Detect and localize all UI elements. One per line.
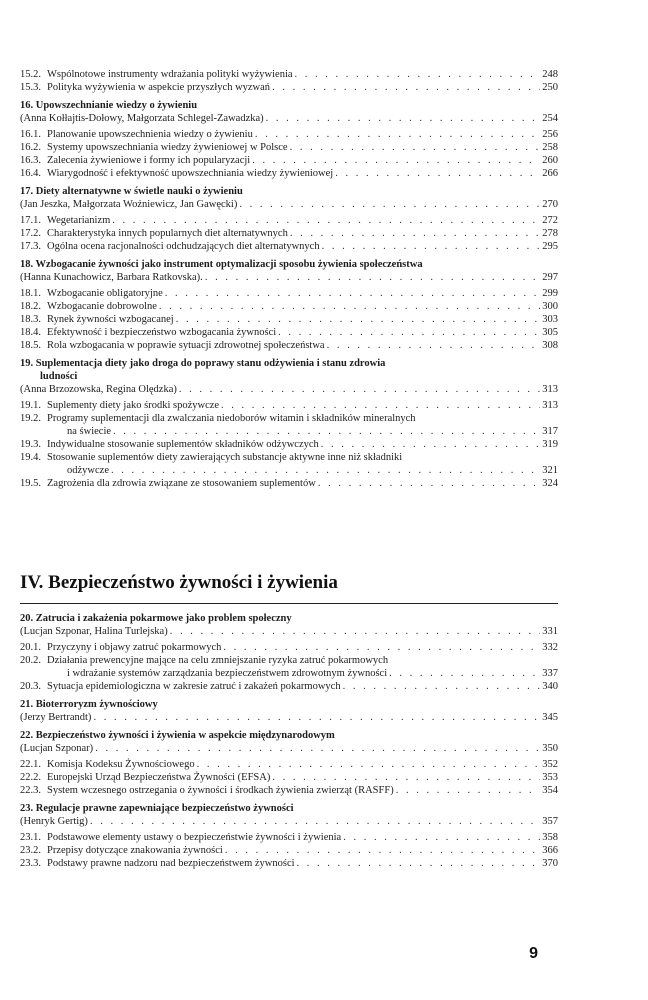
chapter-authors: (Henryk Gertig) . . . 357 [20, 815, 558, 828]
toc-entry[interactable]: 22.2. Europejski Urząd Bezpieczeństwa Żywności (EFSA) . . . 353 [20, 771, 558, 784]
toc-entry[interactable]: 16.2. Systemy upowszechniania wiedzy żywieniowej w Polsce . . . 258 [20, 141, 558, 154]
chapter-authors: (Hanna Kunachowicz, Barbara Ratkovska). . . . 297 [20, 271, 558, 284]
toc-entry[interactable]: 17.2. Charakterystyka innych popularnych diet alternatywnych . . . 278 [20, 227, 558, 240]
chapter-title[interactable]: 20. Zatrucia i zakażenia pokarmowe jako problem społeczny [20, 613, 292, 624]
chapter-authors: (Jan Jeszka, Małgorzata Woźniewicz, Jan Gawęcki) . . . 270 [20, 198, 558, 211]
toc-entry[interactable]: 18.2. Wzbogacanie dobrowolne . . . 300 [20, 300, 558, 313]
page-number: 9 [529, 945, 538, 962]
toc-entry[interactable]: 20.1. Przyczyny i objawy zatruć pokarmowych . . . 332 [20, 641, 558, 654]
chapter-title[interactable]: 23. Regulacje prawne zapewniające bezpieczeństwo żywności [20, 803, 294, 814]
chapter-authors: (Anna Brzozowska, Regina Olędzka) . . . 313 [20, 383, 558, 396]
chapter-authors: (Anna Kołłajtis-Dołowy, Małgorzata Schlegel-Zawadzka) . . . 254 [20, 112, 558, 125]
toc-entry[interactable]: 23.3. Podstawy prawne nadzoru nad bezpieczeństwem żywności . . . 370 [20, 857, 558, 870]
toc-entry[interactable]: 16.4. Wiarygodność i efektywność upowszechniania wiedzy żywieniowej . . . 266 [20, 167, 558, 180]
toc-entry[interactable]: 18.5. Rola wzbogacania w poprawie sytuacji zdrowotnej społeczeństwa . . . 308 [20, 339, 558, 352]
toc-entry[interactable]: 16.3. Zalecenia żywieniowe i formy ich popularyzacji . . . 260 [20, 154, 558, 167]
chapter-title[interactable]: 21. Bioterroryzm żywnościowy [20, 699, 158, 710]
toc-entry[interactable]: 23.1. Podstawowe elementy ustawy o bezpieczeństwie żywności i żywienia . . . 358 [20, 831, 558, 844]
toc-entry[interactable]: 19.2. Programy suplementacji dla zwalczania niedoborów witamin i składników mineralnych na świecie . . . 317 [20, 412, 558, 438]
chapter-authors: (Jerzy Bertrandt) . . . 345 [20, 711, 558, 724]
toc-entry[interactable]: 20.3. Sytuacja epidemiologiczna w zakresie zatruć i zakażeń pokarmowych . . . 340 [20, 680, 558, 693]
toc-entry[interactable]: 19.1. Suplementy diety jako środki spożywcze . . . 313 [20, 399, 558, 412]
toc-entry[interactable]: 19.4. Stosowanie suplementów diety zawierających substancje aktywne inne niż składniki odżywcze . . . 321 [20, 451, 558, 477]
toc-entry[interactable]: 23.2. Przepisy dotyczące znakowania żywności . . . 366 [20, 844, 558, 857]
toc-entry[interactable]: 18.3. Rynek żywności wzbogacanej . . . 303 [20, 313, 558, 326]
part-heading: IV. Bezpieczeństwo żywności i żywienia [20, 572, 338, 593]
chapter-authors: (Lucjan Szponar, Halina Turlejska) . . . 331 [20, 625, 558, 638]
table-of-contents-part-4 [20, 612, 558, 870]
toc-entry[interactable]: 17.3. Ogólna ocena racjonalności odchudzających diet alternatywnych . . . 295 [20, 240, 558, 253]
toc-entry[interactable]: 19.3. Indywidualne stosowanie suplementów składników odżywczych . . . 319 [20, 438, 558, 451]
chapter-title[interactable]: 18. Wzbogacanie żywności jako instrument optymalizacji sposobu żywienia społeczeństwa [20, 259, 423, 270]
table-of-contents [20, 68, 558, 490]
toc-entry[interactable]: 15.2. Wspólnotowe instrumenty wdrażania polityki wyżywienia . . . 248 [20, 68, 558, 81]
toc-entry[interactable]: 18.1. Wzbogacanie obligatoryjne . . . 299 [20, 287, 558, 300]
divider [20, 603, 558, 604]
toc-entry[interactable]: 17.1. Wegetarianizm . . . 272 [20, 214, 558, 227]
chapter-authors: (Lucjan Szponar) . . . 350 [20, 742, 558, 755]
toc-entry[interactable]: 22.3. System wczesnego ostrzegania o żywności i środkach żywienia zwierząt (RASFF) . . . 354 [20, 784, 558, 797]
toc-entry[interactable]: 20.2. Działania prewencyjne mające na celu zmniejszanie ryzyka zatruć pokarmowych i wdrażanie systemów zarządzania bezpieczeństwem zdrowotnym żywności . . . 337 [20, 654, 558, 680]
toc-entry[interactable]: 22.1. Komisja Kodeksu Żywnościowego . . . 352 [20, 758, 558, 771]
toc-entry[interactable]: 15.3. Polityka wyżywienia w aspekcie przyszłych wyzwań . . . 250 [20, 81, 558, 94]
toc-entry[interactable]: 19.5. Zagrożenia dla zdrowia związane ze stosowaniem suplementów . . . 324 [20, 477, 558, 490]
chapter-title[interactable]: 22. Bezpieczeństwo żywności i żywienia w aspekcie międzynarodowym [20, 730, 335, 741]
chapter-title[interactable]: 19. Suplementacja diety jako droga do poprawy stanu odżywienia i stanu zdrowia ludności [20, 358, 386, 382]
toc-entry[interactable]: 16.1. Planowanie upowszechnienia wiedzy o żywieniu . . . 256 [20, 128, 558, 141]
toc-entry[interactable]: 18.4. Efektywność i bezpieczeństwo wzbogacania żywności . . . 305 [20, 326, 558, 339]
chapter-title[interactable]: 17. Diety alternatywne w świetle nauki o żywieniu [20, 186, 243, 197]
chapter-title[interactable]: 16. Upowszechnianie wiedzy o żywieniu [20, 100, 198, 111]
